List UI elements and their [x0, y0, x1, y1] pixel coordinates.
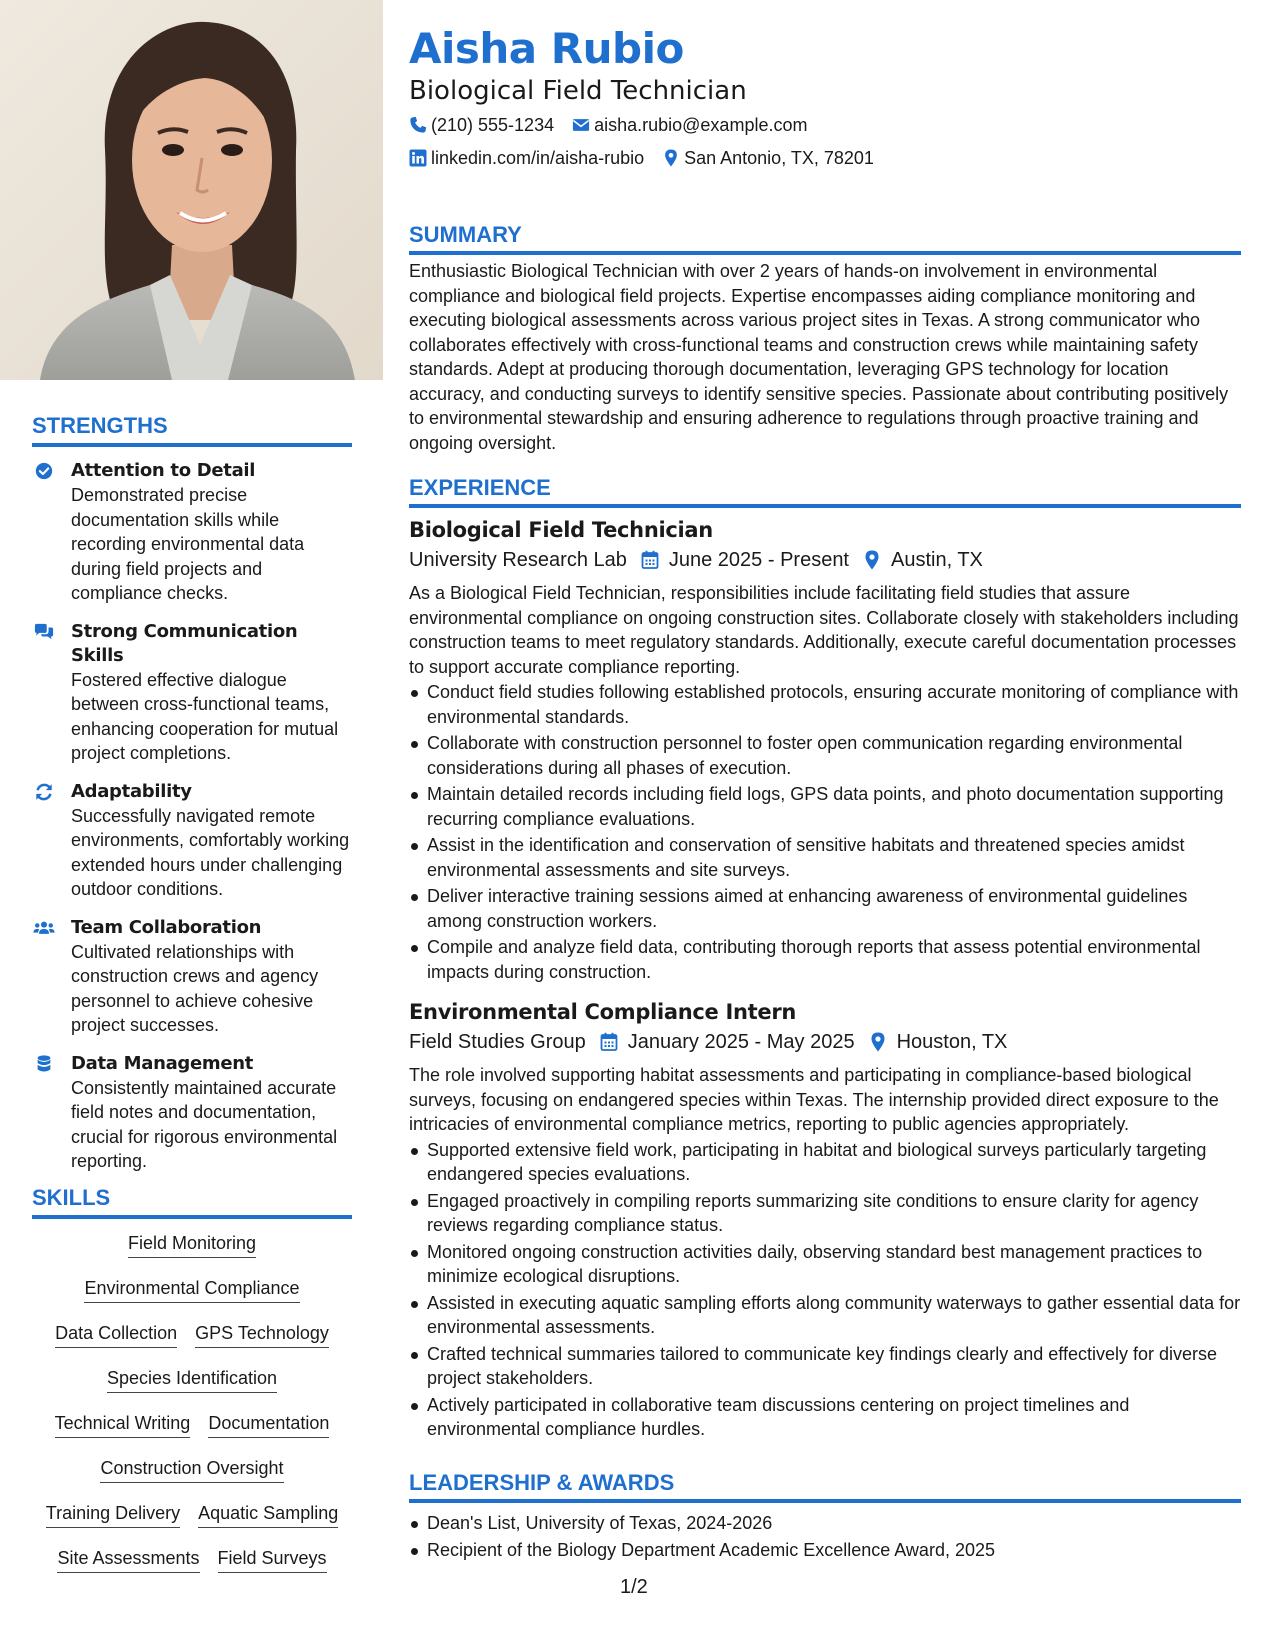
award-item: Dean's List, University of Texas, 2024-2026: [409, 1511, 1241, 1536]
skill-tag: Environmental Compliance: [84, 1276, 299, 1303]
strength-title: Strong Communication Skills: [71, 620, 298, 666]
map-pin-icon: [863, 550, 881, 570]
map-pin-icon: [869, 1032, 887, 1052]
strength-title: Attention to Detail: [71, 460, 256, 481]
summary-text: Enthusiastic Biological Technician with over 2 years of hands-on involvement in environmental compliance and biological field projects. Expertise encompasses aiding compliance monitoring and executing biological assessments across various project sites in Texas. A strong communicator who collaborates effectively with cross-functional teams and construction crews while maintaining safety standards. Adept at producing thorough documentation, leveraging GPS technology for location accuracy, and conducting surveys to identify sensitive species. Passionate about contributing positively to environmental stewardship and ensuring adherence to regulations through proactive training and ongoing oversight.: [409, 261, 1229, 453]
strength-item: [32, 620, 352, 766]
skill-tag: Species Identification: [107, 1366, 277, 1393]
awards-list: [409, 1511, 1241, 1562]
check-circle-icon: [33, 461, 55, 481]
skills-title: SKILLS: [32, 1185, 352, 1219]
email-contact[interactable]: [572, 113, 807, 137]
job-entry: [409, 998, 1241, 1442]
contact-row: [409, 113, 807, 137]
page-number: 1/2: [620, 1576, 648, 1598]
skill-tag: GPS Technology: [195, 1321, 329, 1348]
skills-row: [32, 1321, 352, 1366]
location-text: San Antonio, TX, 78201: [684, 148, 874, 168]
strength-title: Adaptability: [71, 780, 192, 802]
comments-icon: [33, 622, 55, 642]
skill-tag: Documentation: [208, 1411, 329, 1438]
skills-row: [32, 1366, 352, 1411]
job-location: Houston, TX: [896, 1031, 1008, 1053]
job-bullet: Maintain detailed records including field logs, GPS data points, and photo documentation supporting recurring compliance evaluations.: [409, 782, 1241, 831]
skill-tag: Site Assessments: [57, 1546, 199, 1573]
skills-list: [32, 1231, 352, 1591]
job-meta: [409, 546, 1241, 574]
strength-text: Successfully navigated remote environments, comfortably working extended hours under challenging outdoor conditions.: [71, 805, 350, 899]
envelope-icon: [572, 116, 590, 134]
job-bullet: Deliver interactive training sessions aimed at enhancing awareness of environmental guidelines among construction workers.: [409, 884, 1241, 933]
job-bullet: Collaborate with construction personnel to foster open communication regarding environmental considerations during all phases of execution.: [409, 731, 1241, 780]
strength-text: Consistently maintained accurate field notes and documentation, crucial for rigorous environmental reporting.: [71, 1077, 338, 1171]
job-description: The role involved supporting habitat assessments and participating in compliance-based biological surveys, focusing on endangered species within Texas. The internship provided direct exposure to the intricacies of environmental compliance metrics, reporting to public agencies appropriately.: [409, 1065, 1219, 1134]
database-icon: [33, 1054, 55, 1074]
job-bullet: Crafted technical summaries tailored to communicate key findings clearly and effectively for diverse project stakeholders.: [409, 1342, 1241, 1391]
users-icon: [33, 918, 55, 938]
skills-row: [32, 1231, 352, 1276]
awards-section: [409, 1470, 1241, 1564]
calendar-icon: [641, 550, 659, 570]
skills-section: [32, 1185, 352, 1591]
experience-title: EXPERIENCE: [409, 475, 1241, 508]
job-bullets: [409, 680, 1241, 984]
job-location: Austin, TX: [891, 549, 983, 571]
job-dates: June 2025 - Present: [668, 549, 849, 571]
experience-section: [409, 475, 1241, 1444]
job-bullet: Monitored ongoing construction activities daily, observing standard best management practices to minimize ecological disruptions.: [409, 1240, 1241, 1289]
summary-section: [409, 222, 1241, 455]
job-bullet: Compile and analyze field data, contributing thorough reports that assess potential environmental impacts during construction.: [409, 935, 1241, 984]
job-company: University Research Lab: [409, 549, 627, 571]
job-entry: [409, 516, 1241, 984]
phone-icon: [409, 116, 427, 134]
award-item: Recipient of the Biology Department Academic Excellence Award, 2025: [409, 1538, 1241, 1563]
skill-tag: Construction Oversight: [100, 1456, 283, 1483]
strengths-list: [32, 459, 352, 1174]
summary-title: SUMMARY: [409, 222, 1241, 255]
skill-tag: Field Surveys: [218, 1546, 327, 1573]
strength-item: [32, 916, 352, 1038]
candidate-role: Biological Field Technician: [409, 76, 747, 106]
contact-row: [409, 146, 874, 170]
job-title: Environmental Compliance Intern: [409, 1000, 797, 1024]
job-company: Field Studies Group: [409, 1031, 586, 1053]
linkedin-icon: [409, 149, 427, 167]
strengths-section: [32, 413, 352, 1174]
calendar-icon: [600, 1032, 618, 1052]
job-bullet: Assisted in executing aquatic sampling efforts along community waterways to gather essential data for environmental assessments.: [409, 1291, 1241, 1340]
strength-item: [32, 459, 352, 606]
job-bullet: Engaged proactively in compiling reports summarizing site conditions to ensure clarity for agency reviews regarding compliance status.: [409, 1189, 1241, 1238]
strength-title: Team Collaboration: [71, 916, 262, 938]
strengths-title: STRENGTHS: [32, 413, 352, 447]
skill-tag: Field Monitoring: [128, 1231, 256, 1258]
profile-photo: [0, 0, 383, 380]
job-meta: [409, 1028, 1241, 1056]
strength-text: Cultivated relationships with construction crews and agency personnel to achieve cohesive project successes.: [71, 941, 319, 1035]
email-text: aisha.rubio@example.com: [594, 115, 808, 135]
skill-tag: Training Delivery: [46, 1501, 180, 1528]
skill-tag: Aquatic Sampling: [198, 1501, 338, 1528]
job-bullet: Supported extensive field work, participating in habitat and biological surveys particularly targeting endangered species evaluations.: [409, 1138, 1241, 1187]
strength-item: [32, 1052, 352, 1174]
skill-tag: Technical Writing: [55, 1411, 191, 1438]
job-title: Biological Field Technician: [409, 518, 713, 542]
skill-tag: Data Collection: [55, 1321, 177, 1348]
location-contact: [662, 146, 874, 170]
linkedin-text: linkedin.com/in/aisha-rubio: [431, 148, 645, 168]
linkedin-contact[interactable]: [409, 146, 644, 170]
left-column: [0, 0, 383, 1650]
job-bullet: Conduct field studies following established protocols, ensuring accurate monitoring of compliance with environmental standards.: [409, 680, 1241, 729]
strength-item: [32, 780, 352, 902]
skills-row: [32, 1456, 352, 1501]
job-dates: January 2025 - May 2025: [627, 1031, 855, 1053]
skills-row: [32, 1411, 352, 1456]
skills-row: [32, 1501, 352, 1546]
phone-contact[interactable]: [409, 113, 554, 137]
job-description: As a Biological Field Technician, responsibilities include facilitating field studies that assure environmental compliance on ongoing construction sites. Collaborate closely with stakeholders including construction teams to meet regulatory standards. Additionally, execute careful documentation processes to support accurate compliance reporting.: [409, 583, 1239, 677]
strength-text: Fostered effective dialogue between cross-functional teams, enhancing cooperation for mutual project completions.: [71, 669, 339, 763]
strength-title: Data Management: [71, 1052, 254, 1074]
skills-row: [32, 1276, 352, 1321]
awards-title: LEADERSHIP & AWARDS: [409, 1470, 1241, 1503]
job-bullet: Actively participated in collaborative team discussions centering on project timelines and environmental compliance hurdles.: [409, 1393, 1241, 1442]
map-pin-icon: [662, 149, 680, 167]
job-bullet: Assist in the identification and conservation of sensitive habitats and threatened species amidst environmental assessments and site surveys.: [409, 833, 1241, 882]
phone-text: (210) 555-1234: [431, 115, 555, 135]
job-bullets: [409, 1138, 1241, 1442]
candidate-name: Aisha Rubio: [409, 24, 684, 73]
skills-row: [32, 1546, 352, 1591]
strength-text: Demonstrated precise documentation skills while recording environmental data during field projects and compliance checks.: [71, 485, 305, 603]
sync-icon: [33, 782, 55, 802]
